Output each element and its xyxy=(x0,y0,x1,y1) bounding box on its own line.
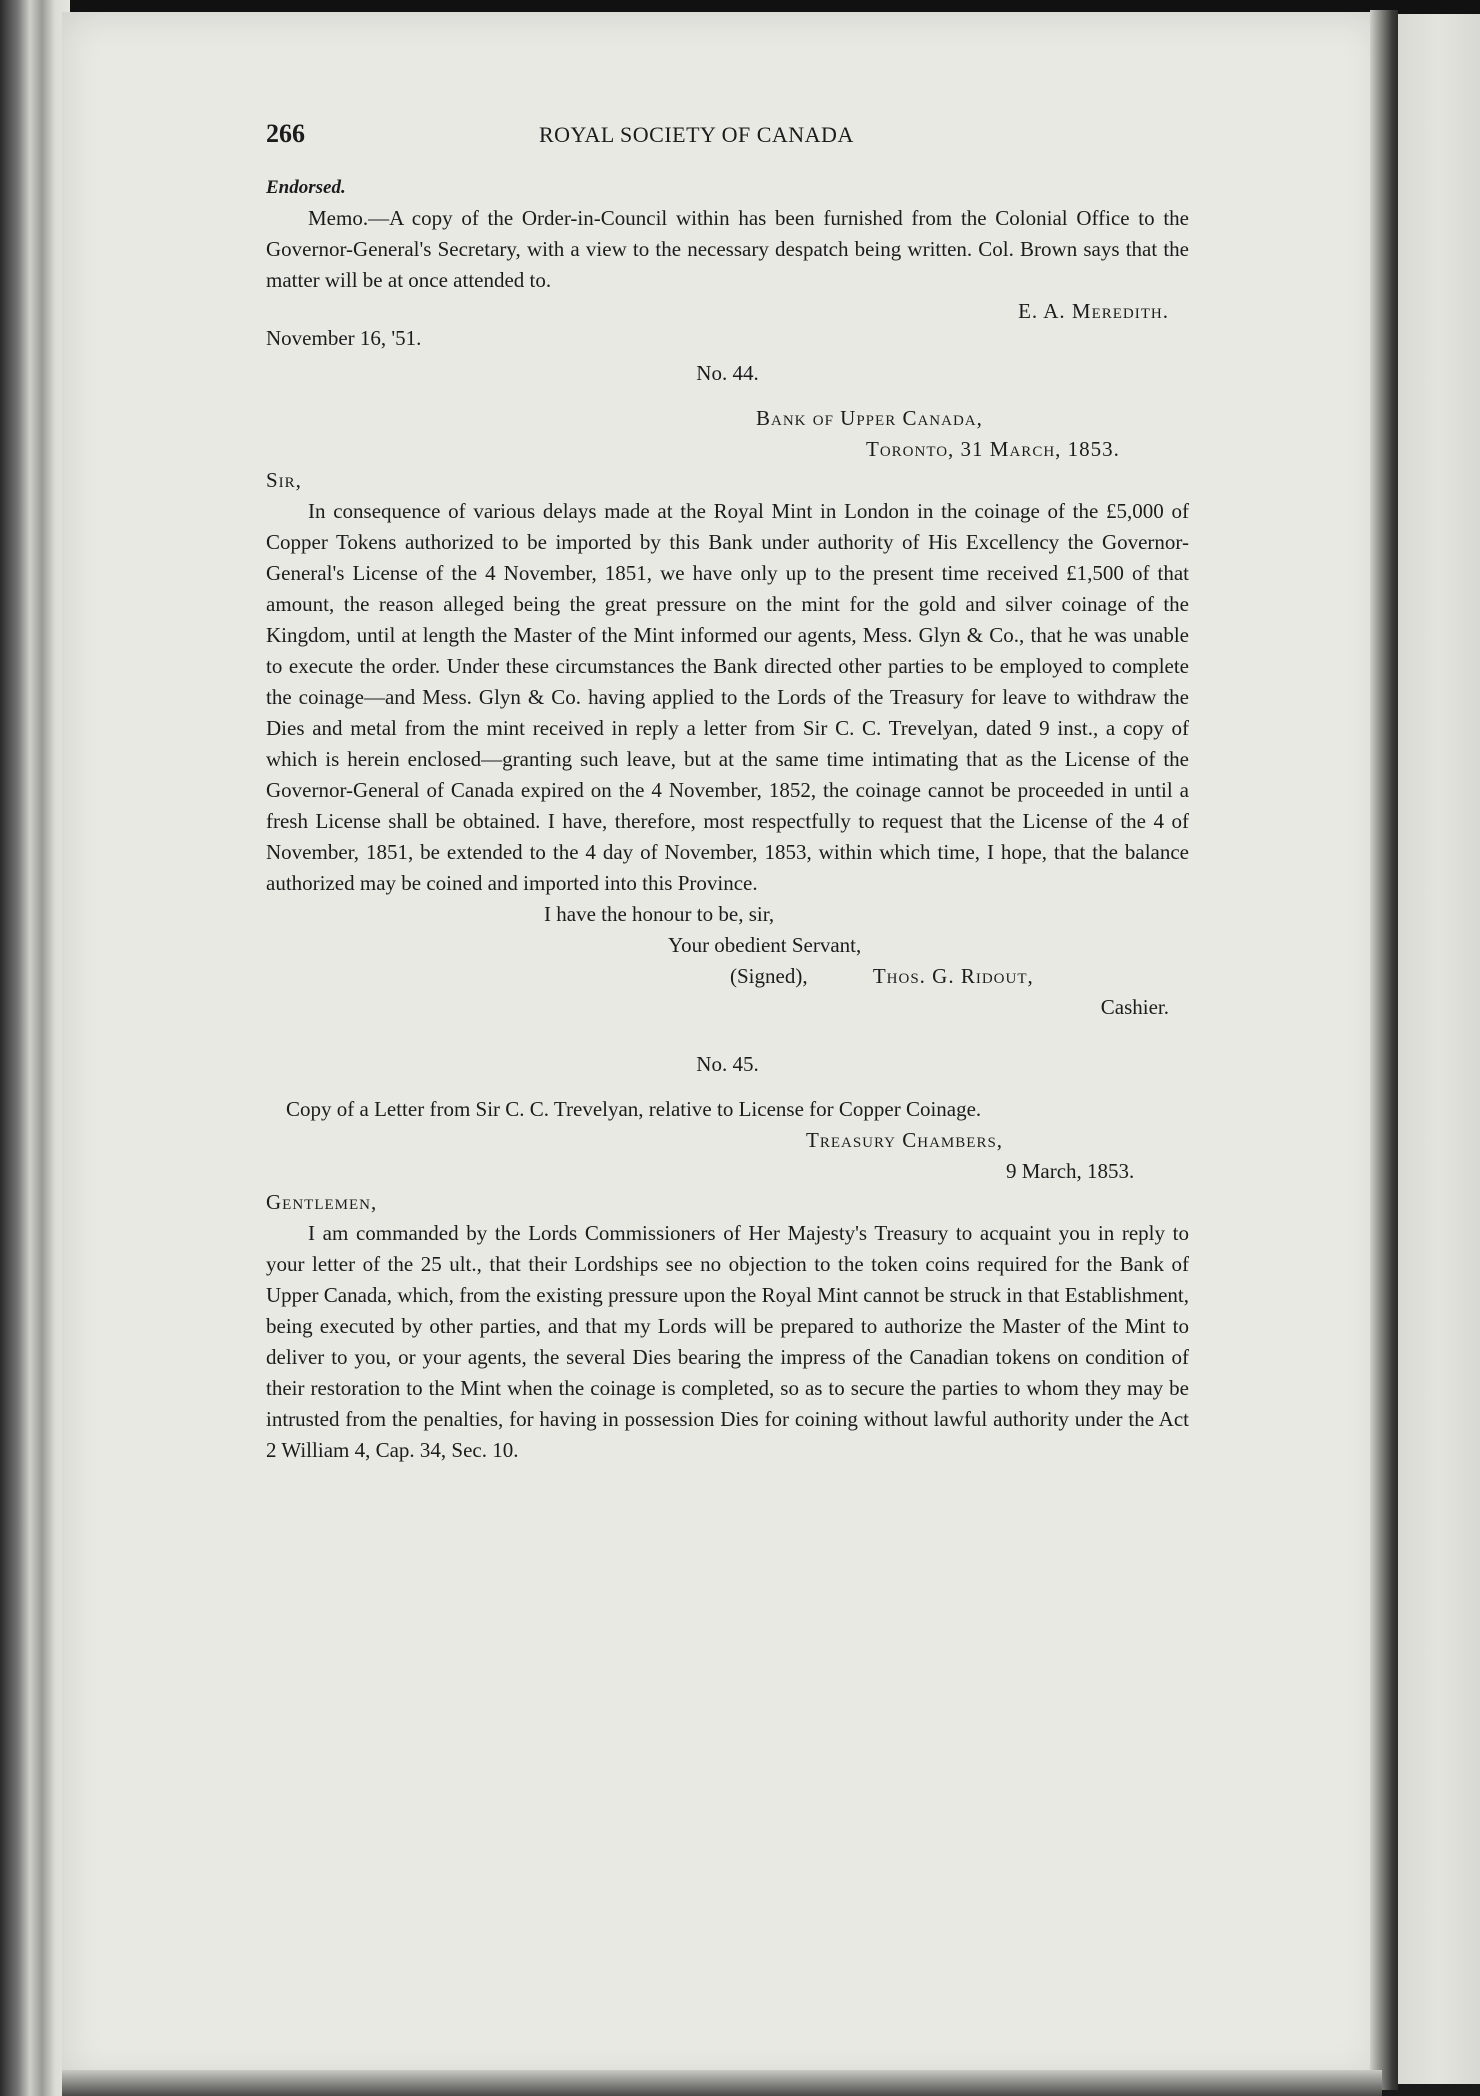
endorsed-label: Endorsed. xyxy=(266,177,346,198)
document-number-45: No. 45. xyxy=(696,1052,759,1076)
letter-closing-2: Your obedient Servant, xyxy=(668,933,862,957)
page-text xyxy=(266,118,1189,1466)
letter-body: In consequence of various delays made at the Royal Mint in London in the coinage of the £5,000 of Copper Tokens authorized to be imported by this Bank under authority of His Excellency the Governor-General's License of the 4 November, 1851, we have only up to the present time received £1,500 of that amount, the reason alleged being the great pressure on the mint for the gold and silver coinage of the Kingdom, until at length the Master of the Mint informed our agents, Mess. Glyn & Co., that he was unable to execute the order. Under these circumstances the Bank directed other parties to be employed to complete the coinage—and Mess. Glyn & Co. having applied to the Lords of the Treasury for leave to withdraw the Dies and metal from the mint received in reply a letter from Sir C. C. Trevelyan, dated 9 inst., a copy of which is herein enclosed—granting such leave, but at the same time intimating that as the License of the Governor-General of Canada expired on the 4 November, 1852, the coinage cannot be proceeded in until a fresh License shall be obtained. I have, therefore, most respectfully to request that the License of the 4 of November, 1851, be extended to the 4 day of November, 1853, within which time, I hope, that the balance authorized may be coined and imported into this Province. xyxy=(266,499,1189,895)
treasury-address-line2: 9 March, 1853. xyxy=(1006,1159,1135,1183)
book-spine xyxy=(0,0,70,2096)
page-gutter xyxy=(1370,10,1398,2090)
document-caption: Copy of a Letter from Sir C. C. Trevelyan, relative to License for Copper Coinage. xyxy=(286,1097,982,1121)
treasury-address-line1: Treasury Chambers, xyxy=(806,1128,1004,1152)
document-number-44: No. 44. xyxy=(696,361,759,385)
letter-closing-1: I have the honour to be, sir, xyxy=(544,902,775,926)
treasury-salutation: Gentlemen, xyxy=(266,1190,378,1214)
facing-page-edge xyxy=(1398,14,1480,2084)
memo-signature: E. A. Meredith. xyxy=(1018,299,1169,323)
scan-border-bottom xyxy=(62,2070,1382,2096)
letter-signature-line xyxy=(730,961,1189,992)
signer-title: Cashier. xyxy=(1100,995,1169,1019)
memo-body: Memo.—A copy of the Order-in-Council within has been furnished from the Colonial Office to the Governor-General's Secretary, with a view to the necessary despatch being written. Col. Brown says that the matter will be at once attended to. xyxy=(266,206,1189,292)
running-head: ROYAL SOCIETY OF CANADA xyxy=(539,122,854,147)
letter-address-line1: Bank of Upper Canada, xyxy=(756,406,983,430)
memo-date: November 16, '51. xyxy=(266,326,422,350)
letter-salutation: Sir, xyxy=(266,468,302,492)
page-header xyxy=(266,118,1189,158)
page-number: 266 xyxy=(266,119,305,148)
letter-address-line2: Toronto, 31 March, 1853. xyxy=(866,437,1120,461)
treasury-letter-body: I am commanded by the Lords Commissioners of Her Majesty's Treasury to acquaint you in reply to your letter of the 25 ult., that their Lordships see no objection to the token coins required for the Bank of Upper Canada, which, from the existing pressure upon the Royal Mint cannot be struck in that Establishment, being executed by other parties, and that my Lords will be prepared to authorize the Master of the Mint to deliver to you, or your agents, the several Dies bearing the impress of the Canadian tokens on condition of their restoration to the Mint when the coinage is completed, so as to secure the parties to whom they may be intrusted from the penalties, for having in possession Dies for coining without lawful authority under the Act 2 William 4, Cap. 34, Sec. 10. xyxy=(266,1221,1189,1462)
signer-name: Thos. G. Ridout, xyxy=(872,964,1034,988)
signed-note: (Signed), xyxy=(730,964,808,988)
